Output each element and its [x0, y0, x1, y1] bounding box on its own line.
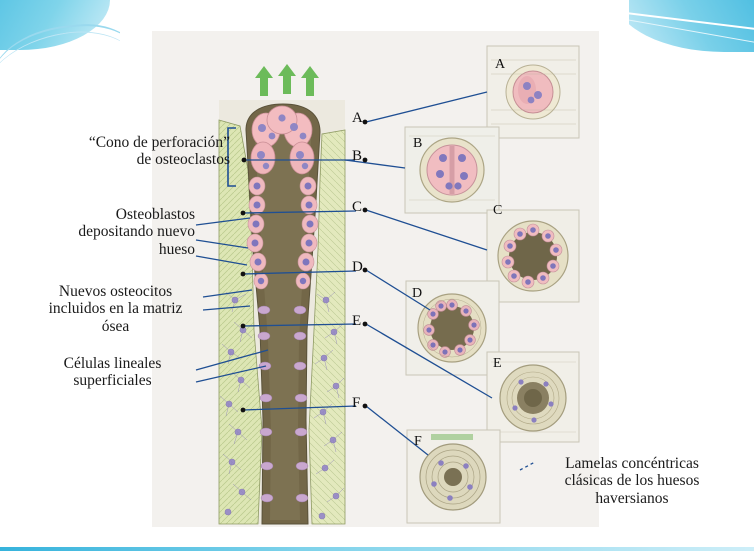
cross-section-C [487, 210, 579, 302]
panel-letter-a: A [495, 57, 506, 72]
label-concentric-lamellae-line1: Lamelas concéntricas [565, 455, 699, 472]
panel-letter-c: C [493, 203, 503, 218]
label-new-osteocytes-line1: Nuevos osteocitos [58, 283, 173, 300]
label-concentric-lamellae [516, 455, 748, 507]
label-osteoblasts-line2: depositando nuevo [78, 223, 195, 241]
label-cutting-cone [20, 134, 230, 169]
label-lining-cells-line1: Células lineales [63, 355, 162, 372]
label-cutting-cone-line2: de osteoclastos [136, 151, 230, 169]
callout-letter-a: A [352, 110, 363, 126]
longitudinal-section [219, 64, 345, 524]
label-osteoblasts-line1: Osteoblastos [115, 206, 195, 223]
label-new-osteocytes-line2: incluidos en la matriz [48, 300, 183, 318]
label-new-osteocytes-line3: ósea [101, 317, 130, 335]
direction-arrows [255, 64, 319, 96]
label-concentric-lamellae-line3: haversianos [595, 489, 669, 507]
panel-letter-d: D [412, 286, 423, 301]
label-new-osteocytes [28, 283, 203, 335]
panel-letter-b: B [413, 136, 423, 151]
callout-letter-f: F [352, 395, 361, 411]
callout-letter-d: D [352, 259, 363, 275]
label-osteoblasts-line3: hueso [158, 240, 195, 258]
label-osteoblasts [40, 206, 195, 258]
label-concentric-lamellae-line2: clásicas de los huesos [564, 472, 700, 490]
callout-letter-b: B [352, 148, 363, 164]
label-cutting-cone-line1: “Cono de perforación” [88, 134, 230, 151]
callout-letter-e: E [352, 313, 362, 329]
label-lining-cells [30, 355, 195, 390]
panel-letter-e: E [493, 356, 502, 371]
label-lining-cells-line2: superficiales [73, 372, 152, 390]
panel-letter-f: F [414, 434, 422, 449]
callout-letter-c: C [352, 199, 363, 215]
